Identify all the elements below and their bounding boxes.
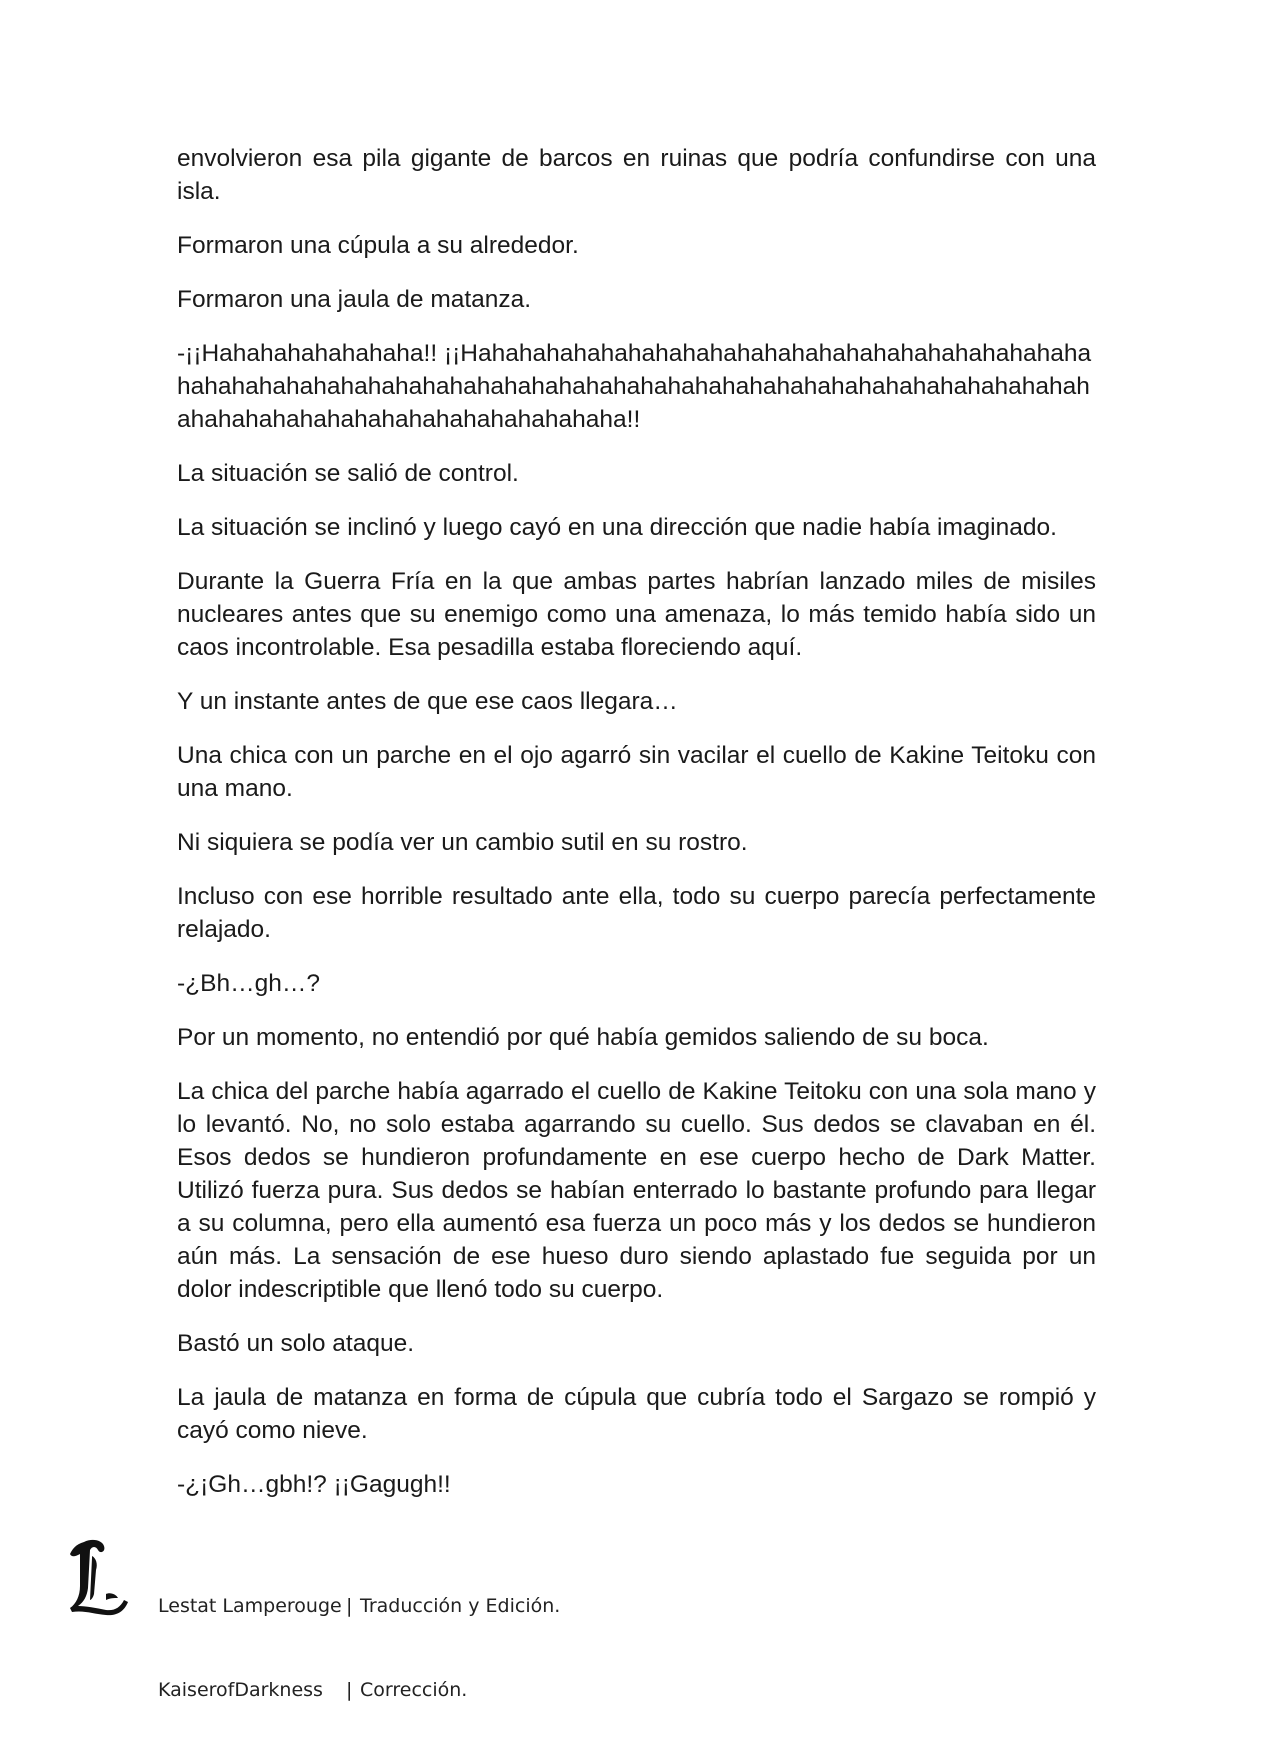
- paragraph: Y un instante antes de que ese caos llegara…: [177, 688, 678, 715]
- credit-name: KaiserofDarkness: [158, 1679, 323, 1701]
- page-footer: [66, 1536, 766, 1701]
- gothic-l-logo-icon: [66, 1536, 130, 1616]
- credit-name: Lestat Lamperouge: [158, 1595, 342, 1617]
- paragraph: Bastó un solo ataque.: [177, 1330, 415, 1357]
- credit-separator: |: [346, 1679, 353, 1701]
- paragraph: -¿¡Gh…gbh!? ¡¡Gagugh!!: [177, 1471, 451, 1498]
- paragraph-laugh: -¡¡Hahahahahahahaha!! ¡¡Hahahahahahahahahahahahahahahahahahahahahahahahahahahahahahahahahahahahahahahahahahahahahahahahahahahahahahahahahahahahahahahahahahahahahahahahaha!!: [177, 340, 1092, 433]
- paragraph: Por un momento, no entendió por qué había gemidos saliendo de su boca.: [177, 1024, 989, 1051]
- credit-line-translator: [158, 1592, 560, 1620]
- paragraph: Formaron una jaula de matanza.: [177, 286, 532, 313]
- paragraph: Incluso con ese horrible resultado ante ella, todo su cuerpo parecía perfectamente relajado.: [177, 883, 1096, 943]
- credit-role: Traducción y Edición.: [360, 1595, 561, 1617]
- credit-role: Corrección.: [360, 1679, 468, 1701]
- paragraph: Durante la Guerra Fría en la que ambas partes habrían lanzado miles de misiles nucleares antes que su enemigo como una amenaza, lo más temido había sido un caos incontrolable. Esa pesadilla estaba floreciendo aquí.: [177, 568, 1096, 661]
- paragraph: La chica del parche había agarrado el cuello de Kakine Teitoku con una sola mano y lo levantó. No, no solo estaba agarrando su cuello. Sus dedos se clavaban en él. Esos dedos se hundieron profundamente en ese cuerpo hecho de Dark Matter. Utilizó fuerza pura. Sus dedos se habían enterrado lo bastante profundo para llegar a su columna, pero ella aumentó esa fuerza un poco más y los dedos se hundieron aún más. La sensación de ese hueso duro siendo aplastado fue seguida por un dolor indescriptible que llenó todo su cuerpo.: [177, 1078, 1096, 1303]
- credits: [158, 1536, 560, 1760]
- paragraph: La jaula de matanza en forma de cúpula que cubría todo el Sargazo se rompió y cayó como nieve.: [177, 1384, 1096, 1444]
- paragraph: envolvieron esa pila gigante de barcos en ruinas que podría confundirse con una isla.: [177, 145, 1096, 205]
- paragraph: -¿Bh…gh…?: [177, 970, 320, 997]
- paragraph: Formaron una cúpula a su alrededor.: [177, 232, 579, 259]
- credit-separator: |: [346, 1595, 353, 1617]
- paragraph: Ni siquiera se podía ver un cambio sutil en su rostro.: [177, 829, 748, 856]
- paragraph: La situación se salió de control.: [177, 460, 519, 487]
- paragraph: La situación se inclinó y luego cayó en una dirección que nadie había imaginado.: [177, 514, 1057, 541]
- credit-line-proofreader: [158, 1676, 560, 1704]
- paragraph: Una chica con un parche en el ojo agarró sin vacilar el cuello de Kakine Teitoku con una mano.: [177, 742, 1096, 802]
- document-body: [177, 142, 1096, 1522]
